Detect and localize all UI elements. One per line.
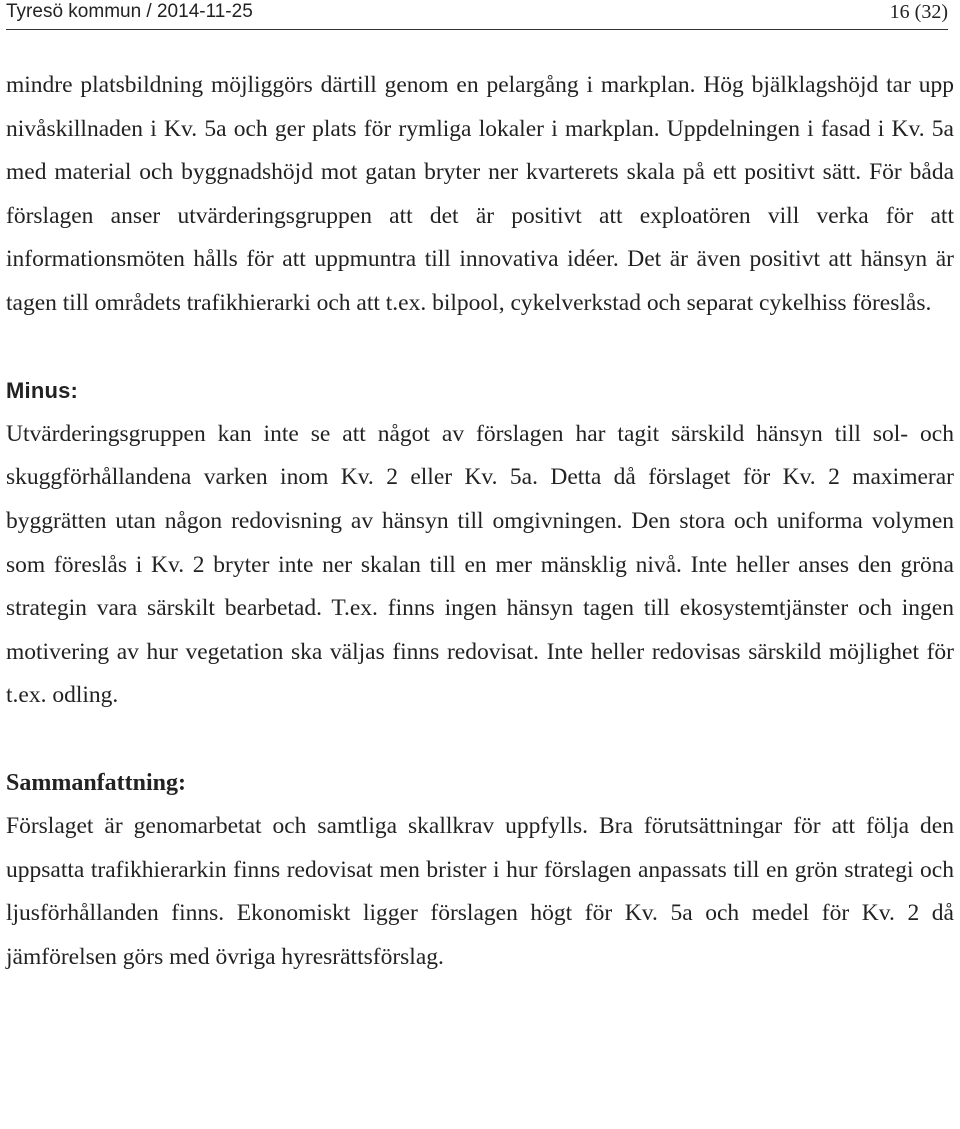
header-divider bbox=[6, 29, 948, 30]
summary-heading: Sammanfattning: bbox=[6, 769, 187, 796]
page-number: 16 (32) bbox=[889, 1, 948, 23]
minus-heading: Minus: bbox=[6, 378, 79, 404]
summary-paragraph: Förslaget är genomarbetat och samtliga skallkrav uppfylls. Bra förutsättningar för att följa den uppsatta trafikhierarkin finns redovisat men brister i hur förslagen anpassats till en grön strategi och ljusförhållanden finns. Ekonomiskt ligger förslagen högt för Kv. 5a och medel för Kv. 2 då jämförelsen görs med övriga hyresrättsförslag. bbox=[6, 813, 954, 970]
paragraph-spacer bbox=[6, 326, 954, 370]
minus-paragraph: Utvärderingsgruppen kan inte se att något av förslagen har tagit särskild hänsyn till sol- och skuggförhållandena varken inom Kv. 2 eller Kv. 5a. Detta då förslaget för Kv. 2 maximerar byggrätten utan någon redovisning av hänsyn till omgivningen. Den stora och uniforma volymen som föreslås i Kv. 2 bryter inte ner skalan till en mer mänsklig nivå. Inte heller anses den gröna strategin vara särskilt bearbetad. T.ex. finns ingen hänsyn tagen till ekosystemtjänster och ingen motivering av hur vegetation ska väljas finns redovisat. Inte heller redovisas särskild möjlighet för t.ex. odling. bbox=[6, 420, 954, 709]
page-header bbox=[6, 0, 948, 30]
document-title: Tyresö kommun / 2014-11-25 bbox=[6, 1, 253, 22]
intro-paragraph: mindre platsbildning möjliggörs därtill genom en pelargång i markplan. Hög bjälklagshöjd tar upp nivåskillnaden i Kv. 5a och ger plats för rymliga lokaler i markplan. Uppdelningen i fasad i Kv. 5a med material och byggnadshöjd mot gatan bryter ner kvarterets skala på ett positivt sätt. För båda förslagen anser utvärderingsgruppen att det är positivt att exploatören vill verka för att informationsmöten hålls för att uppmuntra till innovativa idéer. Det är även positivt att hänsyn är tagen till områdets trafikhierarki och att t.ex. bilpool, cykelverkstad och separat cykelhiss föreslås. bbox=[6, 72, 954, 316]
paragraph-spacer bbox=[6, 718, 954, 762]
document-body bbox=[6, 64, 954, 979]
